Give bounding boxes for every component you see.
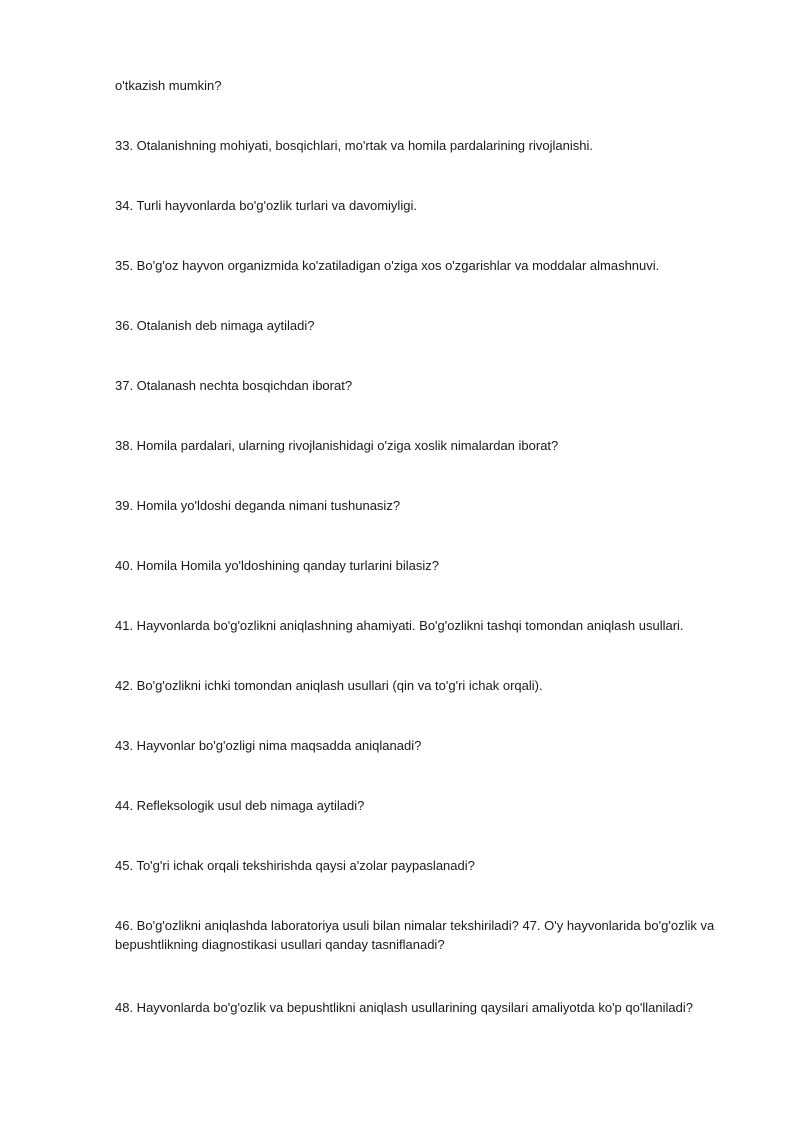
question-48: 48. Hayvonlarda bo'g'ozlik va bepushtlikni aniqlash usullarining qaysilari amaliyotda ko'p qo'llaniladi? (115, 1000, 693, 1015)
question-38: 38. Homila pardalari, ularning rivojlanishidagi o'ziga xoslik nimalardan iborat? (115, 438, 559, 453)
question-37: 37. Otalanash nechta bosqichdan iborat? (115, 378, 353, 393)
paragraph-continuation: o'tkazish mumkin? (115, 78, 222, 93)
question-44: 44. Refleksologik usul deb nimaga aytiladi? (115, 798, 365, 813)
question-39: 39. Homila yo'ldoshi deganda nimani tushunasiz? (115, 498, 401, 513)
question-43: 43. Hayvonlar bo'g'ozligi nima maqsadda aniqlanadi? (115, 738, 422, 753)
question-41: 41. Hayvonlarda bo'g'ozlikni aniqlashning ahamiyati. Bo'g'ozlikni tashqi tomondan aniqlash usullari. (115, 618, 684, 633)
question-35: 35. Bo'g'oz hayvon organizmida ko'zatiladigan o'ziga xos o'zgarishlar va moddalar almashnuvi. (115, 258, 660, 273)
question-46-47: 46. Bo'g'ozlikni aniqlashda laboratoriya usuli bilan nimalar tekshiriladi? 47. O'y hayvonlarida bo'g'ozlik va bepushtlikning diagnostikasi usullari qanday tasniflanadi? (115, 918, 715, 952)
question-33: 33. Otalanishning mohiyati, bosqichlari, mo'rtak va homila pardalarining rivojlanishi. (115, 138, 593, 153)
question-36: 36. Otalanish deb nimaga aytiladi? (115, 318, 315, 333)
question-34: 34. Turli hayvonlarda bo'g'ozlik turlari va davomiyligi. (115, 198, 417, 213)
question-45: 45. To'g'ri ichak orqali tekshirishda qaysi a'zolar paypaslanadi? (115, 858, 475, 873)
question-42: 42. Bo'g'ozlikni ichki tomondan aniqlash usullari (qin va to'g'ri ichak orqali). (115, 678, 543, 693)
question-40: 40. Homila Homila yo'ldoshining qanday turlarini bilasiz? (115, 558, 440, 573)
